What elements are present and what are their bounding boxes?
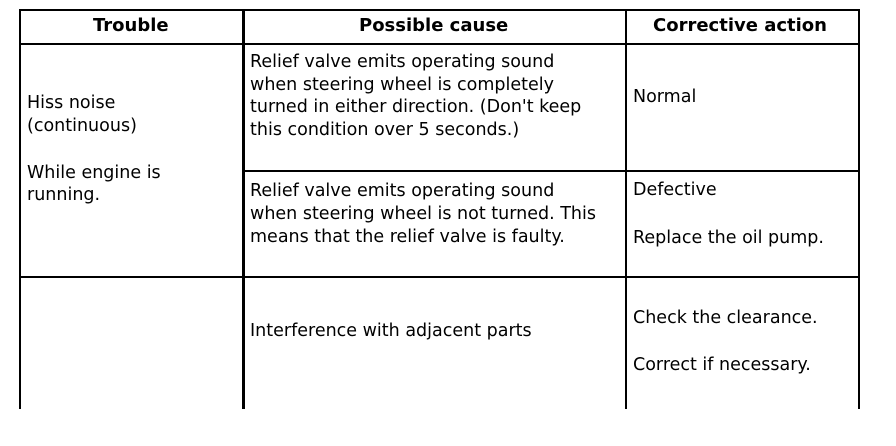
trouble-text-line1: Hiss noise [27, 93, 116, 113]
row1-cause-line2: when steering wheel is completely [250, 75, 555, 95]
table-border-top [19, 9, 860, 11]
table-border-right [858, 9, 860, 409]
column-divider-2 [625, 9, 627, 409]
row-divider-2 [19, 276, 860, 278]
column-divider-1 [242, 9, 245, 409]
row2-cause-line3: means that the relief valve is faulty. [250, 227, 565, 247]
trouble-text-line4: running. [27, 185, 101, 205]
row3-cause: Interference with adjacent parts [250, 321, 532, 341]
row3-action-correct: Correct if necessary. [633, 355, 811, 375]
header-corrective-action: Corrective action [653, 15, 827, 36]
row2-action-defective: Defective [633, 180, 717, 200]
row1-cause-line3: turned in either direction. (Don't keep [250, 97, 582, 117]
trouble-text-line2: (continuous) [27, 116, 137, 136]
table-border-left [19, 9, 21, 409]
row1-cause-line4: this condition over 5 seconds.) [250, 120, 520, 140]
header-trouble: Trouble [93, 15, 169, 36]
row1-cause-line1: Relief valve emits operating sound [250, 52, 555, 72]
header-divider [19, 43, 860, 45]
header-possible-cause: Possible cause [359, 15, 509, 36]
row1-action: Normal [633, 87, 697, 107]
row2-cause-line1: Relief valve emits operating sound [250, 181, 555, 201]
row2-cause-line2: when steering wheel is not turned. This [250, 204, 596, 224]
row2-action-replace: Replace the oil pump. [633, 228, 824, 248]
trouble-text-line3: While engine is [27, 163, 161, 183]
row3-action-check: Check the clearance. [633, 308, 818, 328]
row-divider-1 [243, 170, 860, 172]
